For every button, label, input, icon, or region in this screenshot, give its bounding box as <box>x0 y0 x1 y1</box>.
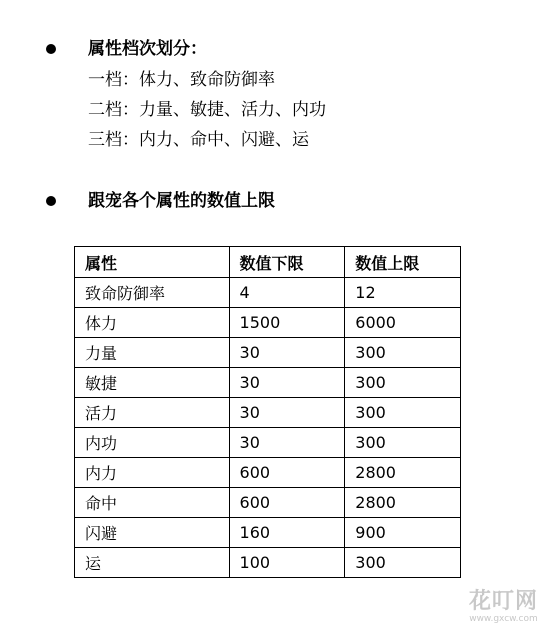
cell-attribute: 内力 <box>75 458 230 488</box>
bullet-dot-icon <box>46 196 56 206</box>
table-row <box>75 428 461 458</box>
tier-line-3: 三档：内力、命中、闪避、运 <box>88 130 309 150</box>
cell-lower: 100 <box>229 548 345 578</box>
table-row <box>75 368 461 398</box>
tier-line-1: 一档：体力、致命防御率 <box>88 70 275 90</box>
bullet-attribute-tiers <box>0 37 546 61</box>
cell-lower: 30 <box>229 398 345 428</box>
cell-upper: 2800 <box>345 458 461 488</box>
cell-attribute: 内功 <box>75 428 230 458</box>
cell-upper: 300 <box>345 548 461 578</box>
bullet-dot-icon <box>46 44 56 54</box>
table-row <box>75 518 461 548</box>
cell-attribute: 致命防御率 <box>75 278 230 308</box>
table-header-row <box>75 247 461 278</box>
table-row <box>75 338 461 368</box>
header-lower-limit: 数值下限 <box>229 247 345 278</box>
cell-attribute: 力量 <box>75 338 230 368</box>
cell-attribute: 运 <box>75 548 230 578</box>
cell-attribute: 敏捷 <box>75 368 230 398</box>
cell-upper: 12 <box>345 278 461 308</box>
cell-upper: 300 <box>345 368 461 398</box>
cell-lower: 160 <box>229 518 345 548</box>
table-row <box>75 278 461 308</box>
cell-upper: 6000 <box>345 308 461 338</box>
cell-attribute: 闪避 <box>75 518 230 548</box>
bullet-attribute-limits <box>0 189 546 213</box>
table-row <box>75 398 461 428</box>
watermark-logo: 花叮网 <box>468 589 538 614</box>
cell-upper: 2800 <box>345 488 461 518</box>
cell-upper: 300 <box>345 398 461 428</box>
section-title-tiers: 属性档次划分： <box>88 39 207 59</box>
header-upper-limit: 数值上限 <box>345 247 461 278</box>
cell-lower: 30 <box>229 368 345 398</box>
section-title-limits: 跟宠各个属性的数值上限 <box>88 191 275 211</box>
cell-attribute: 体力 <box>75 308 230 338</box>
table-row <box>75 458 461 488</box>
cell-upper: 300 <box>345 338 461 368</box>
cell-upper: 300 <box>345 428 461 458</box>
cell-lower: 30 <box>229 338 345 368</box>
cell-lower: 600 <box>229 458 345 488</box>
cell-attribute: 活力 <box>75 398 230 428</box>
table-row <box>75 488 461 518</box>
cell-lower: 30 <box>229 428 345 458</box>
table-row <box>75 548 461 578</box>
attribute-limits-table <box>74 246 461 578</box>
cell-lower: 600 <box>229 488 345 518</box>
cell-attribute: 命中 <box>75 488 230 518</box>
cell-lower: 4 <box>229 278 345 308</box>
tier-line-2: 二档：力量、敏捷、活力、内功 <box>88 100 326 120</box>
header-attribute: 属性 <box>75 247 230 278</box>
watermark-url: www.gxcw.com <box>469 614 538 624</box>
cell-lower: 1500 <box>229 308 345 338</box>
cell-upper: 900 <box>345 518 461 548</box>
site-watermark <box>469 590 538 624</box>
table-row <box>75 308 461 338</box>
